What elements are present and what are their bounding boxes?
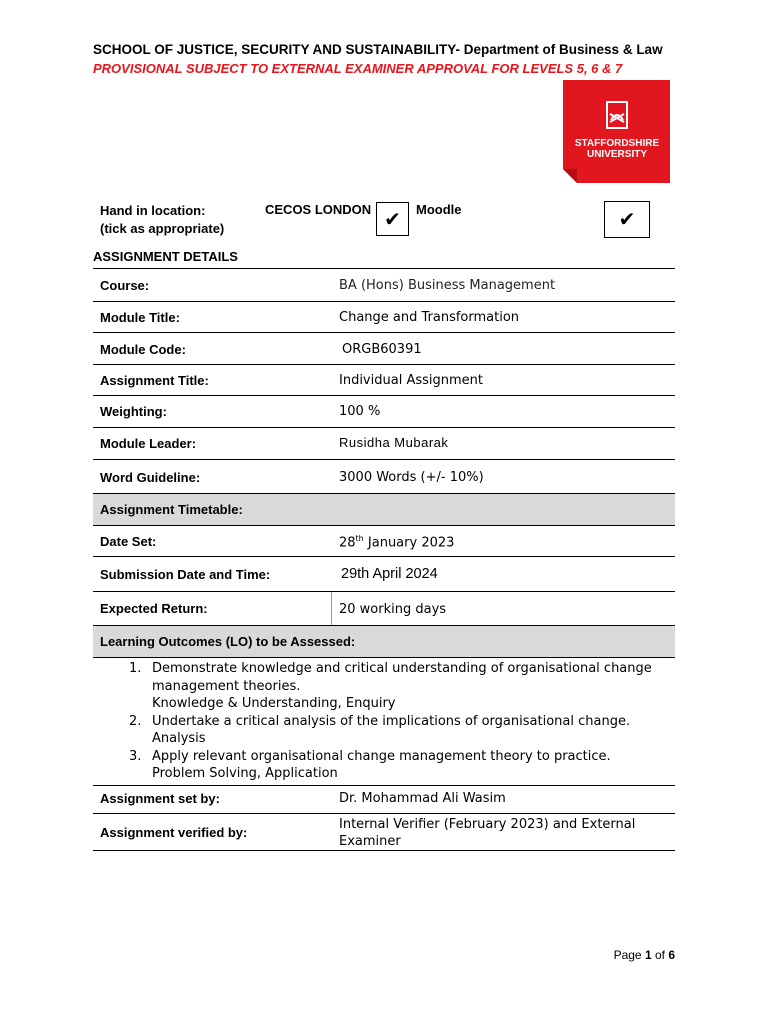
expected-return-value: 20 working days [339,602,447,617]
assignment-title-label: Assignment Title: [100,373,209,388]
school-header: SCHOOL OF JUSTICE, SECURITY AND SUSTAINABILITY- Department of Business & Law [93,42,663,57]
location-cecos-label: CECOS LONDON [265,202,372,217]
cecos-checkbox[interactable] [376,202,409,236]
list-item-text: Apply relevant organisational change management theory to practice. [152,748,611,764]
verified-by-line1: Internal Verifier (February 2023) and External [339,817,636,832]
weighting-value: 100 % [339,404,381,419]
table-row-learning-outcomes-header [93,625,675,657]
hand-in-label-line1: Hand in location: [100,203,206,218]
table-row-course [93,268,675,301]
list-item-skills: Problem Solving, Application [152,766,338,781]
module-title-value: Change and Transformation [339,310,520,325]
table-row-date-set [93,525,675,556]
course-value: BA (Hons) Business Management [339,278,556,293]
table-row-weighting [93,395,675,427]
date-set-rest: January 2023 [363,535,455,551]
table-row-word-guideline [93,459,675,493]
page-word: Page [613,948,645,962]
module-title-label: Module Title: [100,310,180,325]
table-row-module-code [93,332,675,364]
module-code-value: ORGB60391 [342,342,422,357]
submission-value: 29th April 2024 [341,566,438,582]
learning-outcomes-list [129,660,652,783]
location-moodle-label: Moodle [416,202,462,217]
date-set-value [339,534,454,550]
table-row-verified-by [93,813,675,851]
list-item-skills: Knowledge & Understanding, Enquiry [152,696,396,711]
staffordshire-university-logo [563,80,670,183]
section-title: ASSIGNMENT DETAILS [93,249,238,264]
course-label: Course: [100,278,150,293]
page-total: 6 [668,948,675,962]
hand-in-label-line2: (tick as appropriate) [100,221,225,236]
list-item [129,748,652,783]
list-item-number: 3. [129,748,142,764]
page-current: 1 [644,948,652,962]
list-item [129,660,652,713]
table-row-module-title [93,301,675,332]
table-row-module-leader [93,427,675,459]
checkmark-icon: ✔ [384,208,401,231]
table-row-set-by [93,785,675,813]
verified-by-value [339,816,635,850]
list-item-number: 1. [129,661,142,676]
module-leader-value: Rusidha Mubarak [339,435,449,450]
moodle-checkbox[interactable] [604,201,650,238]
assignment-title-value: Individual Assignment [339,373,483,388]
table-row-learning-outcomes [93,657,675,785]
list-item-text: Undertake a critical analysis of the implications of organisational change. [152,713,631,729]
list-item-text: management theories. [152,678,301,694]
logo-line1: STAFFORDSHIRE [574,138,660,149]
list-item-text: Demonstrate knowledge and critical understanding of organisational change [152,661,652,676]
date-set-day: 28 [339,535,356,551]
page-of-word: of [651,948,669,962]
checkmark-icon: ✔ [618,209,636,231]
provisional-notice: PROVISIONAL SUBJECT TO EXTERNAL EXAMINER APPROVAL FOR LEVELS 5, 6 & 7 [93,61,623,76]
date-set-label: Date Set: [100,534,157,549]
weighting-label: Weighting: [100,404,167,419]
column-divider [331,592,332,626]
set-by-value: Dr. Mohammad Ali Wasim [339,791,506,806]
table-row-submission [93,556,675,591]
module-code-label: Module Code: [100,342,186,357]
list-item-number: 2. [129,713,142,729]
submission-label: Submission Date and Time: [100,567,271,582]
timetable-label: Assignment Timetable: [100,502,243,517]
list-item [129,713,652,748]
page-footer [614,948,675,962]
word-guideline-label: Word Guideline: [100,470,201,485]
table-row-assignment-title [93,364,675,395]
date-set-suffix: th [355,534,364,543]
verified-by-line2: Examiner [339,834,401,849]
table-row-timetable [93,493,675,525]
word-guideline-value: 3000 Words (+/- 10%) [339,470,484,485]
table-row-expected-return [93,591,675,625]
expected-return-label: Expected Return: [100,601,208,616]
verified-by-label: Assignment verified by: [100,825,248,840]
learning-outcomes-label: Learning Outcomes (LO) to be Assessed: [100,634,356,649]
list-item-skills: Analysis [152,731,206,746]
hand-in-label [100,202,224,238]
module-leader-label: Module Leader: [100,436,197,451]
logo-line2: UNIVERSITY [586,149,648,160]
set-by-label: Assignment set by: [100,791,220,806]
